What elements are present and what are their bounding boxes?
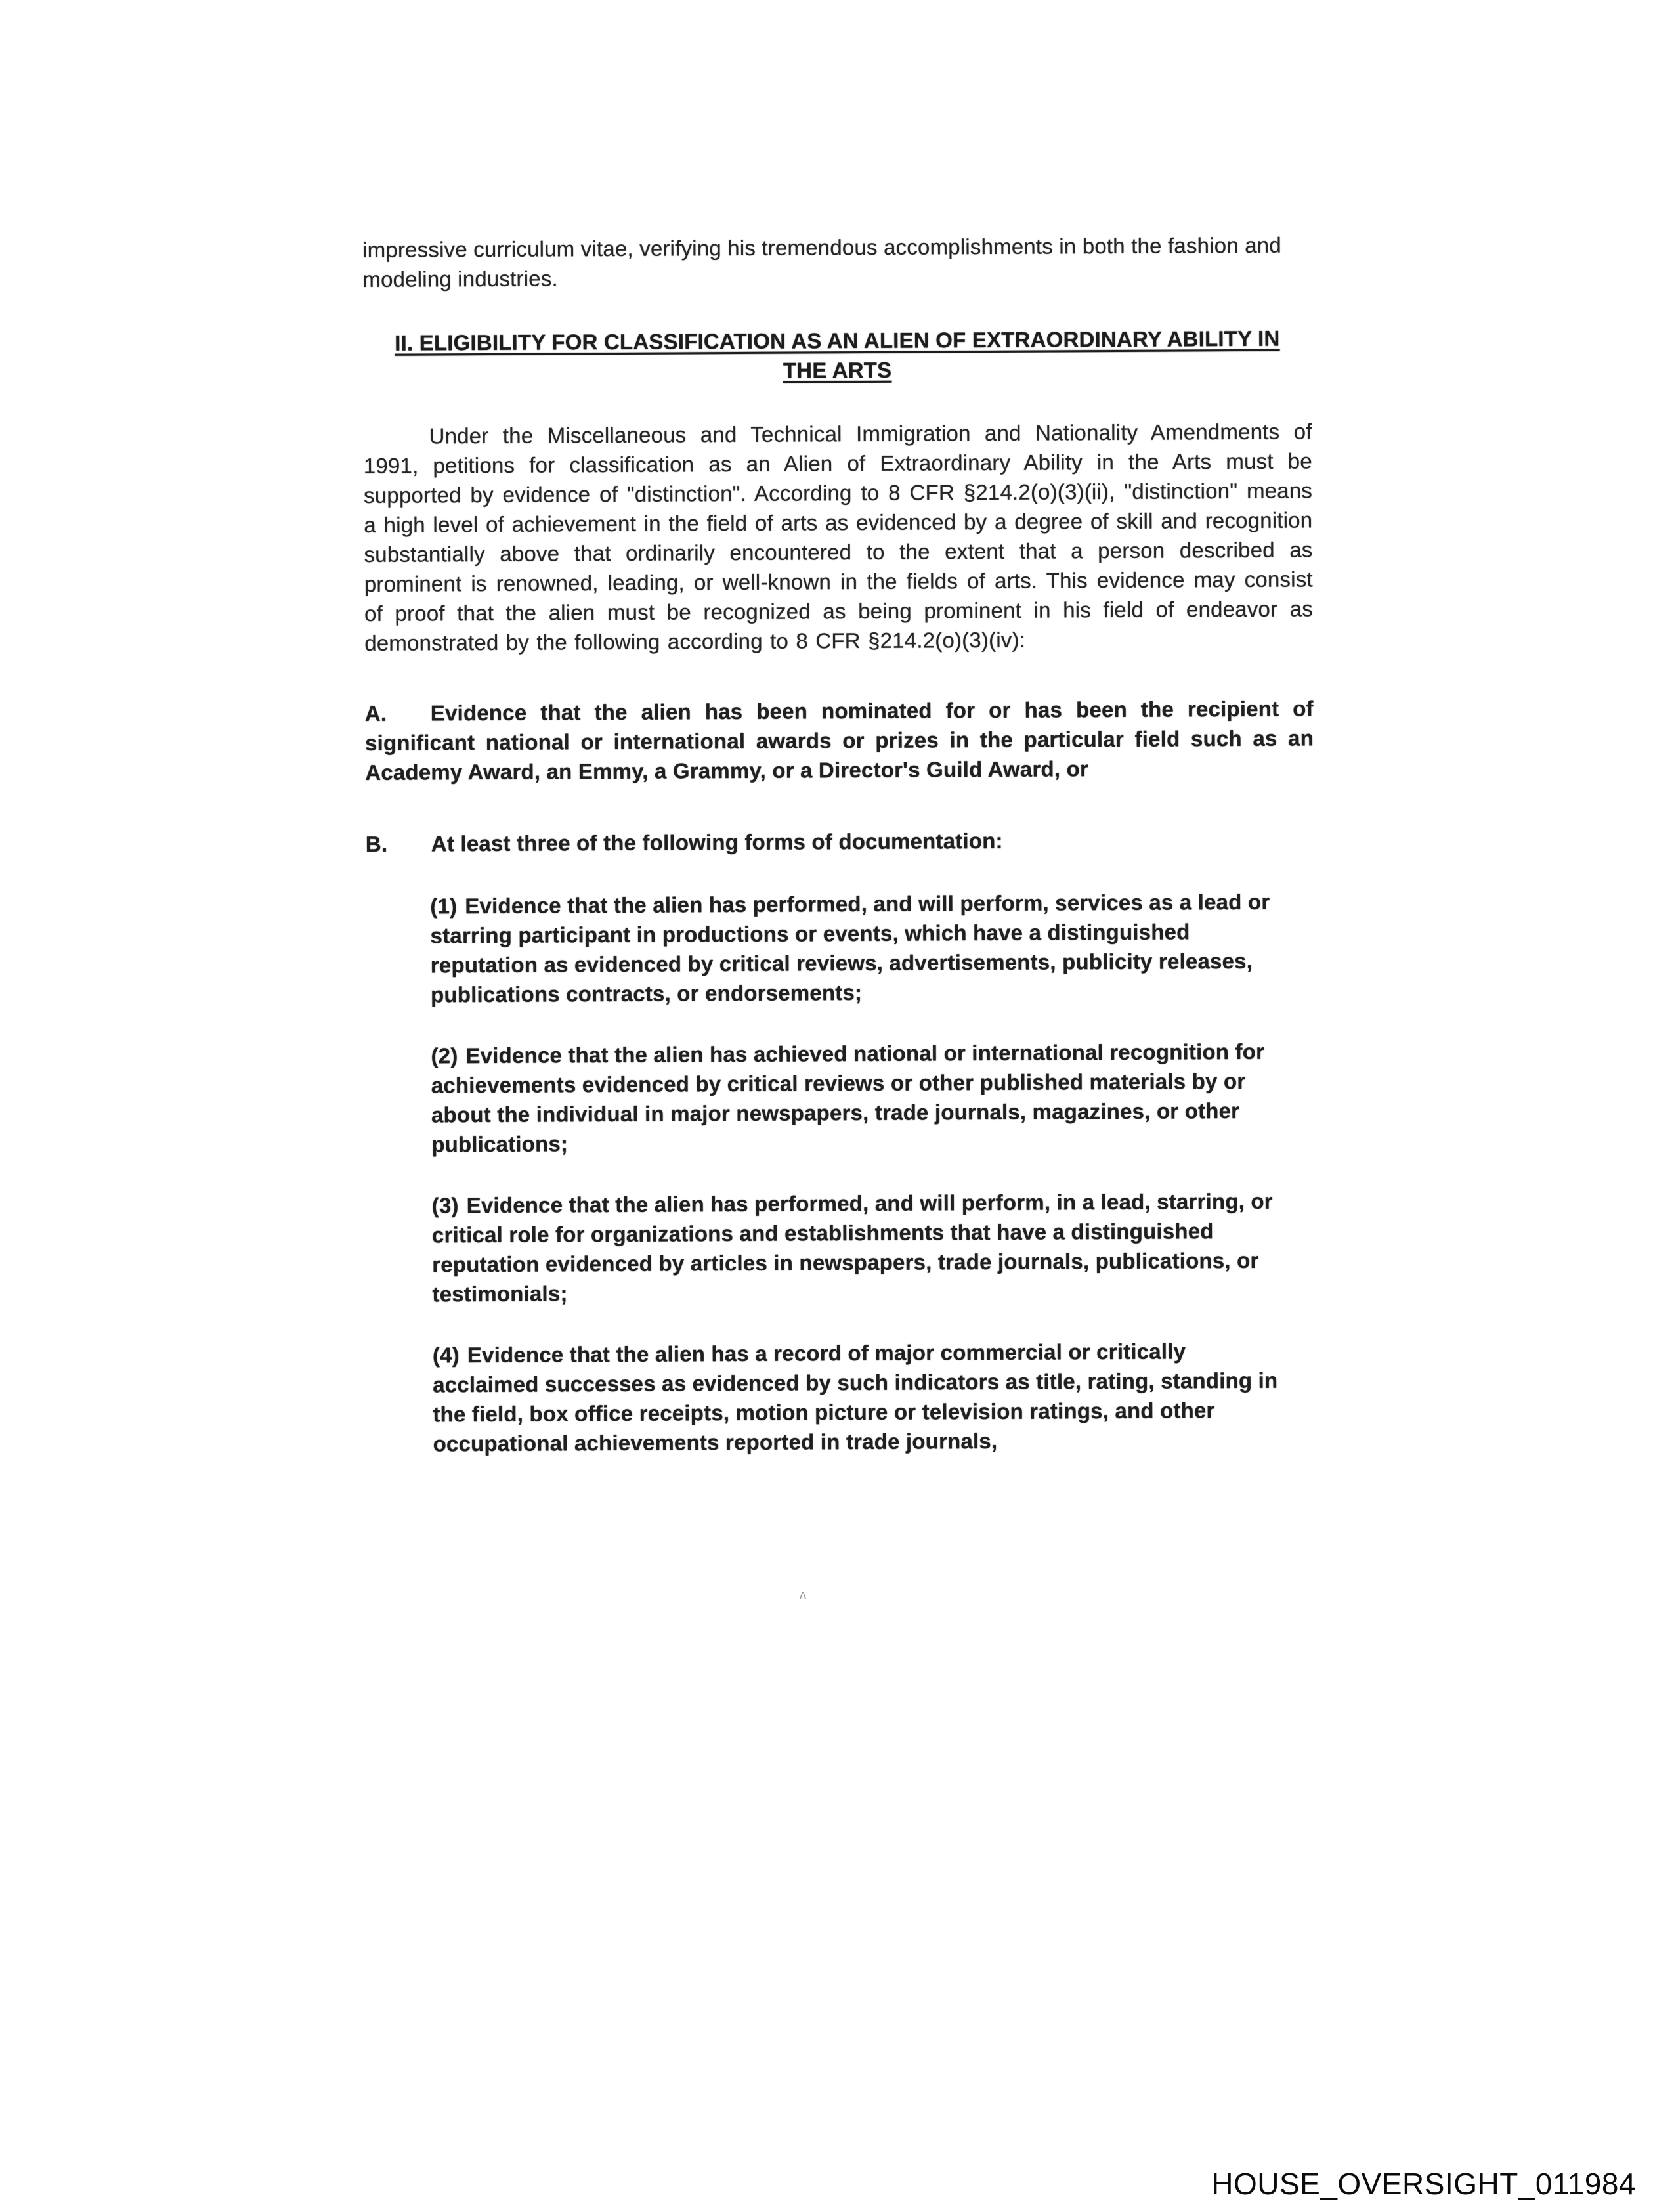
document-content [362,230,1318,1490]
item-a-label: A. [364,701,387,726]
scan-artifact-mark: ʌ [800,1588,806,1602]
list-item-1-text: Evidence that the alien has performed, and will perform, services as a lead or starring participant in productions or events, which have a distinguished reputation as evidenced by critical reviews, advertisements, publicity releases, publications contracts, or endorsements; [430,889,1270,1007]
list-item-3 [432,1186,1289,1309]
list-item-4-text: Evidence that the alien has a record of major commercial or critically acclaimed successes as evidenced by such indicators as title, rating, standing in the field, box office receipts, motion picture or television ratings, and other occupational achievements reported in trade journals, [433,1339,1278,1456]
item-b-text: At least three of the following forms of documentation: [431,828,1003,856]
list-item-3-text: Evidence that the alien has performed, and will perform, in a lead, starring, or critical role for organizations and establishments that have a distinguished reputation evidenced by articles in newspapers, trade journals, publications, or testimonials; [431,1188,1273,1307]
list-item-2 [431,1037,1288,1160]
list-item-4-label: (4) [432,1343,460,1368]
section-heading-line2: THE ARTS [783,357,892,383]
list-item-2-text: Evidence that the alien has achieved national or international recognition for achievements evidenced by critical reviews or other published materials by or about the individual in major newspapers, trade journals, magazines, or other publications; [431,1039,1265,1157]
list-item-1 [430,887,1287,1010]
item-b-label: B. [365,831,388,856]
item-a [365,693,1314,787]
intro-paragraph: impressive curriculum vitae, verifying his tremendous accomplishments in both the fashion and modeling industries. [362,232,1281,292]
item-b [366,824,1314,859]
bates-number: HOUSE_OVERSIGHT_011984 [1211,2167,1636,2201]
section-heading-line1: II. ELIGIBILITY FOR CLASSIFICATION AS AN ALIEN OF EXTRAORDINARY ABILITY IN [395,326,1280,355]
list-item-2-label: (2) [431,1043,458,1068]
list-item-1-label: (1) [430,894,458,919]
list-item-3-label: (3) [431,1193,459,1218]
item-a-text: Evidence that the alien has been nominated for or has been the recipient of significant national or international awards or prizes in the particular field such as an Academy Award, an Emmy, a Grammy, or a Director's Guild Award, or [364,696,1314,785]
section-heading [363,323,1312,387]
body-paragraph: Under the Miscellaneous and Technical Immigration and Nationality Amendments of 1991, petitions for classification as an Alien of Extraordinary Ability in the Arts must be supported by evidence of "distinction". According to 8 CFR §214.2(o)(3)(ii), "distinction" means a high level of achievement in the field of arts as evidenced by a degree of skill and recognition substantially above that ordinarily encountered to the extent that a person described as prominent is renowned, leading, or well-known in the fields of arts. This evidence may consist of proof that the alien must be recognized as being prominent in his field of endeavor as demonstrated by the following according to 8 CFR §214.2(o)(3)(iv): [363,419,1314,655]
list-item-4 [433,1336,1290,1459]
